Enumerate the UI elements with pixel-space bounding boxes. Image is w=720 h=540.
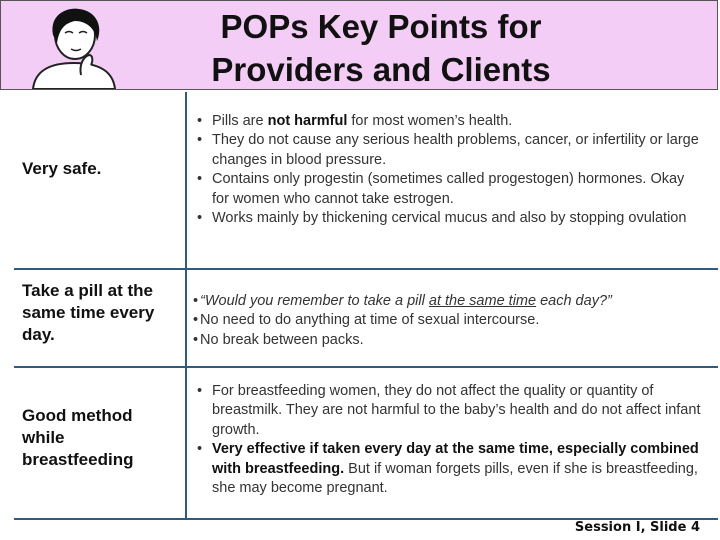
row-label: Very safe.	[22, 159, 102, 178]
list-item: • Very effective if taken every day at the same time, especially combined with breastfeeding. But if woman forgets pills, even if she is breastfeeding, she may become pregnant.	[193, 440, 705, 498]
list-item: • Pills are not harmful for most women’s health.	[193, 112, 705, 131]
list-item: • No break between packs.	[193, 331, 705, 350]
list-item: • Contains only progestin (sometimes called progestogen) hormones. Okay for women who cannot take estrogen.	[193, 170, 705, 209]
list-item: • No need to do anything at time of sexual intercourse.	[193, 311, 705, 330]
row-label: Good method while breastfeeding	[22, 406, 134, 469]
list-item: • For breastfeeding women, they do not affect the quality or quantity of breastmilk. They are not harmful to the baby’s health and do not affect infant growth.	[193, 382, 705, 440]
list-item: • They do not cause any serious health problems, cancer, or infertility or large changes in blood pressure.	[193, 131, 705, 170]
list-item: • “Would you remember to take a pill at the same time each day?”	[193, 292, 705, 311]
thinking-woman-icon	[19, 5, 129, 89]
row-content	[193, 112, 705, 228]
row-content	[193, 292, 705, 350]
row-label: Take a pill at the same time every day.	[22, 281, 155, 344]
row-content	[193, 382, 705, 498]
title-banner	[0, 0, 718, 90]
slide-footer: Session I, Slide 4	[574, 520, 700, 535]
page-title: POPs Key Points for Providers and Clients	[211, 8, 551, 88]
list-item: • Works mainly by thickening cervical mucus and also by stopping ovulation	[193, 209, 705, 228]
